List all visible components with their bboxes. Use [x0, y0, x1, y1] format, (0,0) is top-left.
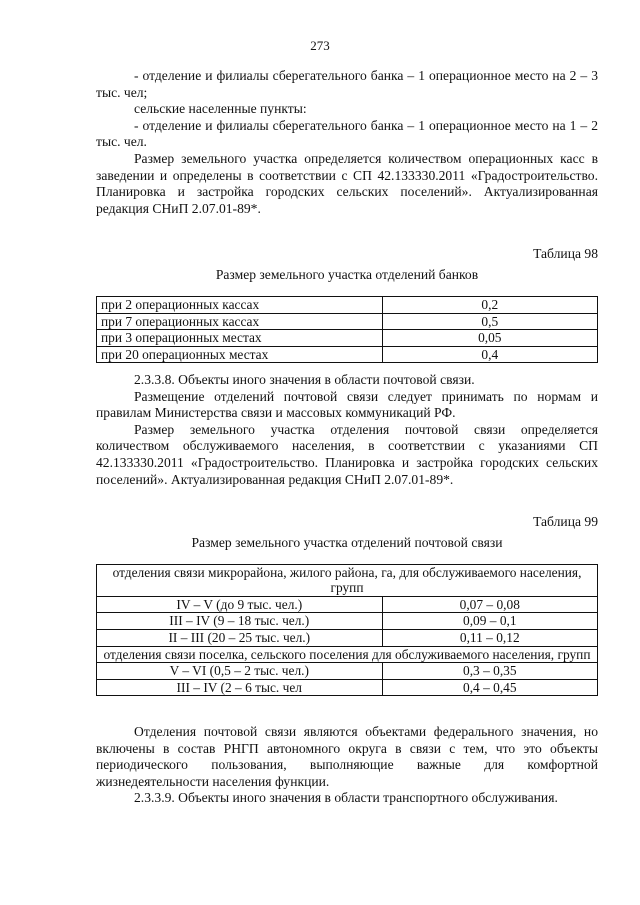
table-row: [97, 313, 598, 330]
table-row: [97, 346, 598, 363]
row-value: 0,11 – 0,12: [382, 630, 597, 647]
table-row: [97, 613, 598, 630]
row-value: 0,09 – 0,1: [382, 613, 597, 630]
table-row: [97, 596, 598, 613]
paragraph: Отделения почтовой связи являются объектами федерального значения, но включены в состав РНГП автономного округа в связи с тем, что это объекты периодического пользования, выполняющие важные для комфортной жизнедеятельности населения функции.: [96, 724, 598, 789]
table-label: Таблица 99: [533, 514, 598, 529]
row-name: V – VI (0,5 – 2 тыс. чел.): [97, 663, 383, 680]
table-label: Таблица 98: [533, 246, 598, 261]
row-value: 0,4: [382, 346, 597, 363]
page-number: 273: [310, 38, 330, 53]
group-header: отделения связи поселка, сельского поселения для обслуживаемого населения, групп: [97, 646, 598, 662]
group-header: отделения связи микрорайона, жилого района, га, для обслуживаемого населения, групп: [97, 565, 598, 597]
paragraph: Размер земельного участка отделения почтовой связи определяется количеством обслуживаемого населения, в соответствии с указаниями СП 42.133330.2011 «Градостроительство. Планировка и застройка городских сельских поселений». Актуализированная редакция СНиП 2.07.01-89*.: [96, 421, 598, 487]
paragraph: - отделение и филиалы сберегательного банка – 1 операционное место на 2 – 3 тыс. чел;: [96, 68, 598, 100]
table98-caption: [96, 246, 598, 283]
table99-caption: [96, 514, 598, 551]
table-row: [97, 663, 598, 680]
paragraph: Размещение отделений почтовой связи следует принимать по нормам и правилам Министерства связи и массовых коммуникаций РФ.: [96, 388, 598, 421]
section-heading: 2.3.3.8. Объекты иного значения в области почтовой связи.: [134, 372, 475, 387]
row-name: IV – V (до 9 тыс. чел.): [97, 596, 383, 613]
group-header-row: [97, 565, 598, 597]
text-block-bottom: [96, 724, 598, 807]
row-value: 0,07 – 0,08: [382, 596, 597, 613]
text-block-mid: [96, 372, 598, 488]
row-value: 0,5: [382, 313, 597, 330]
paragraph: сельские населенные пункты:: [134, 101, 307, 117]
table-title: Размер земельного участка отделений банков: [215, 266, 479, 282]
row-name: при 2 операционных кассах: [97, 297, 383, 314]
table98: [96, 296, 598, 363]
table-row: [97, 297, 598, 314]
table-title: Размер земельного участка отделений почтовой связи: [191, 534, 503, 550]
table99: [96, 564, 598, 696]
row-name: при 3 операционных местах: [97, 330, 383, 347]
table-row: [97, 679, 598, 696]
row-name: III – IV (9 – 18 тыс. чел.): [97, 613, 383, 630]
table-row: [97, 630, 598, 647]
paragraph: - отделение и филиалы сберегательного банка – 1 операционное место на 1 – 2 тыс. чел.: [96, 117, 598, 150]
row-name: при 20 операционных местах: [97, 346, 383, 363]
post-office-land-table: [96, 564, 598, 696]
row-value: 0,2: [382, 297, 597, 314]
section-heading: 2.3.3.9. Объекты иного значения в области транспортного обслуживания.: [134, 790, 558, 806]
group-header-row: [97, 646, 598, 662]
row-name: III – IV (2 – 6 тыс. чел: [97, 679, 383, 696]
row-name: II – III (20 – 25 тыс. чел.): [97, 630, 383, 647]
row-value: 0,05: [382, 330, 597, 347]
row-name: при 7 операционных кассах: [97, 313, 383, 330]
row-value: 0,4 – 0,45: [382, 679, 597, 696]
table-row: [97, 330, 598, 347]
row-value: 0,3 – 0,35: [382, 663, 597, 680]
paragraph: Размер земельного участка определяется количеством операционных касс в заведении и определены в соответствии с СП 42.133330.2011 «Градостроительство. Планировка и застройка городских сельских поселений». Актуализированная редакция СНиП 2.07.01-89*.: [96, 150, 598, 216]
text-block-top: [96, 68, 598, 217]
bank-land-table: [96, 296, 598, 363]
